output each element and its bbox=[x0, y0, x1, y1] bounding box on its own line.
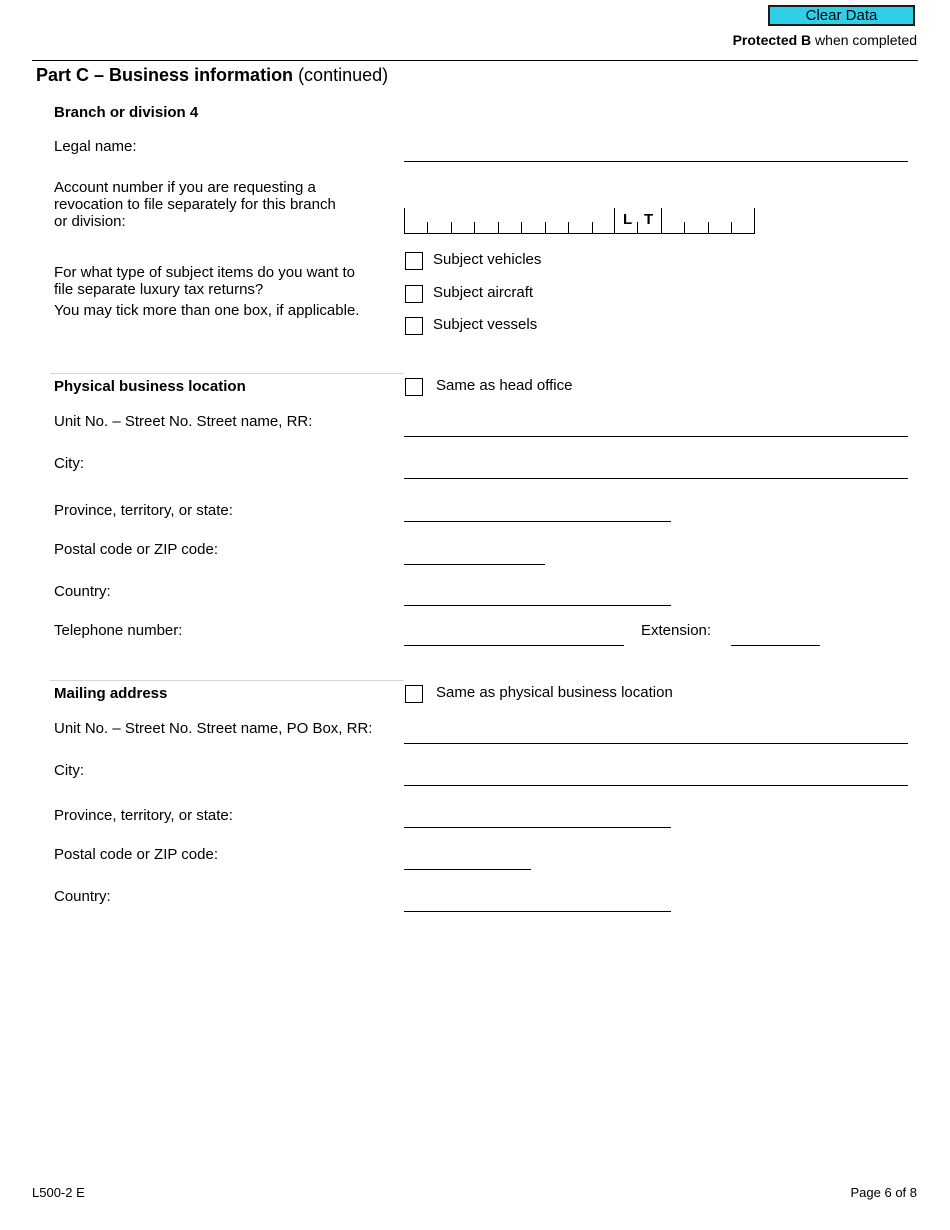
physical-province-field[interactable] bbox=[404, 521, 671, 522]
section-separator bbox=[50, 373, 404, 374]
subject-aircraft-label: Subject aircraft bbox=[433, 284, 534, 301]
mailing-country-label: Country: bbox=[54, 888, 111, 905]
physical-city-field[interactable] bbox=[404, 478, 908, 479]
physical-postal-label: Postal code or ZIP code: bbox=[54, 541, 218, 558]
mailing-postal-field[interactable] bbox=[404, 869, 531, 870]
form-code: L500-2 E bbox=[32, 1185, 85, 1200]
account-cell-divider bbox=[754, 208, 755, 234]
section-separator bbox=[50, 680, 404, 681]
legal-name-label: Legal name: bbox=[54, 138, 137, 155]
part-title bbox=[36, 65, 388, 86]
subject-vehicles-label: Subject vehicles bbox=[433, 251, 542, 268]
subject-hint: You may tick more than one box, if applicable. bbox=[54, 302, 360, 319]
account-cell-divider bbox=[661, 208, 662, 234]
subject-vessels-checkbox[interactable] bbox=[405, 317, 423, 335]
branch-heading: Branch or division 4 bbox=[54, 104, 199, 121]
part-title-main: Part C – Business information bbox=[36, 65, 294, 85]
protected-level: Protected B bbox=[732, 32, 812, 48]
subject-question-line-1: For what type of subject items do you want to bbox=[54, 264, 355, 281]
header-divider bbox=[32, 60, 918, 61]
telephone-field[interactable] bbox=[404, 645, 624, 646]
clear-data-button[interactable]: Clear Data bbox=[768, 5, 915, 26]
account-cell-divider bbox=[614, 208, 615, 234]
same-as-physical-checkbox[interactable] bbox=[405, 685, 423, 703]
subject-vehicles-checkbox[interactable] bbox=[405, 252, 423, 270]
mailing-country-field[interactable] bbox=[404, 911, 671, 912]
account-letter-l: L bbox=[623, 211, 633, 228]
mailing-city-field[interactable] bbox=[404, 785, 908, 786]
protected-notice bbox=[733, 32, 917, 48]
subject-aircraft-checkbox[interactable] bbox=[405, 285, 423, 303]
same-as-head-office-label: Same as head office bbox=[436, 377, 573, 394]
account-baseline bbox=[404, 233, 755, 234]
mailing-street-field[interactable] bbox=[404, 743, 908, 744]
mailing-address-heading: Mailing address bbox=[54, 685, 168, 702]
subject-vessels-label: Subject vessels bbox=[433, 316, 538, 333]
mailing-postal-label: Postal code or ZIP code: bbox=[54, 846, 218, 863]
physical-location-heading: Physical business location bbox=[54, 378, 246, 395]
protected-suffix: when completed bbox=[811, 32, 917, 48]
page-number: Page 6 of 8 bbox=[850, 1185, 917, 1200]
account-number-label bbox=[54, 179, 336, 230]
telephone-label: Telephone number: bbox=[54, 622, 183, 639]
part-title-suffix: (continued) bbox=[293, 65, 389, 85]
subject-question-line-2: file separate luxury tax returns? bbox=[54, 281, 264, 298]
mailing-province-label: Province, territory, or state: bbox=[54, 807, 233, 824]
extension-field[interactable] bbox=[731, 645, 820, 646]
account-letter-t: T bbox=[644, 211, 654, 228]
account-number-field[interactable] bbox=[404, 208, 755, 234]
same-as-head-office-checkbox[interactable] bbox=[405, 378, 423, 396]
account-label-line-2: revocation to file separately for this branch bbox=[54, 196, 336, 213]
mailing-street-label: Unit No. – Street No. Street name, PO Box, RR: bbox=[54, 720, 373, 737]
subject-question bbox=[54, 264, 359, 319]
mailing-province-field[interactable] bbox=[404, 827, 671, 828]
legal-name-field[interactable] bbox=[404, 161, 908, 162]
physical-street-field[interactable] bbox=[404, 436, 908, 437]
account-label-line-3: or division: bbox=[54, 213, 126, 230]
physical-street-label: Unit No. – Street No. Street name, RR: bbox=[54, 413, 313, 430]
physical-postal-field[interactable] bbox=[404, 564, 545, 565]
extension-label: Extension: bbox=[641, 622, 712, 639]
account-label-line-1: Account number if you are requesting a bbox=[54, 179, 316, 196]
account-cell-divider bbox=[404, 208, 405, 234]
same-as-physical-label: Same as physical business location bbox=[436, 684, 673, 701]
physical-country-field[interactable] bbox=[404, 605, 671, 606]
physical-city-label: City: bbox=[54, 455, 84, 472]
physical-country-label: Country: bbox=[54, 583, 111, 600]
physical-province-label: Province, territory, or state: bbox=[54, 502, 233, 519]
mailing-city-label: City: bbox=[54, 762, 84, 779]
